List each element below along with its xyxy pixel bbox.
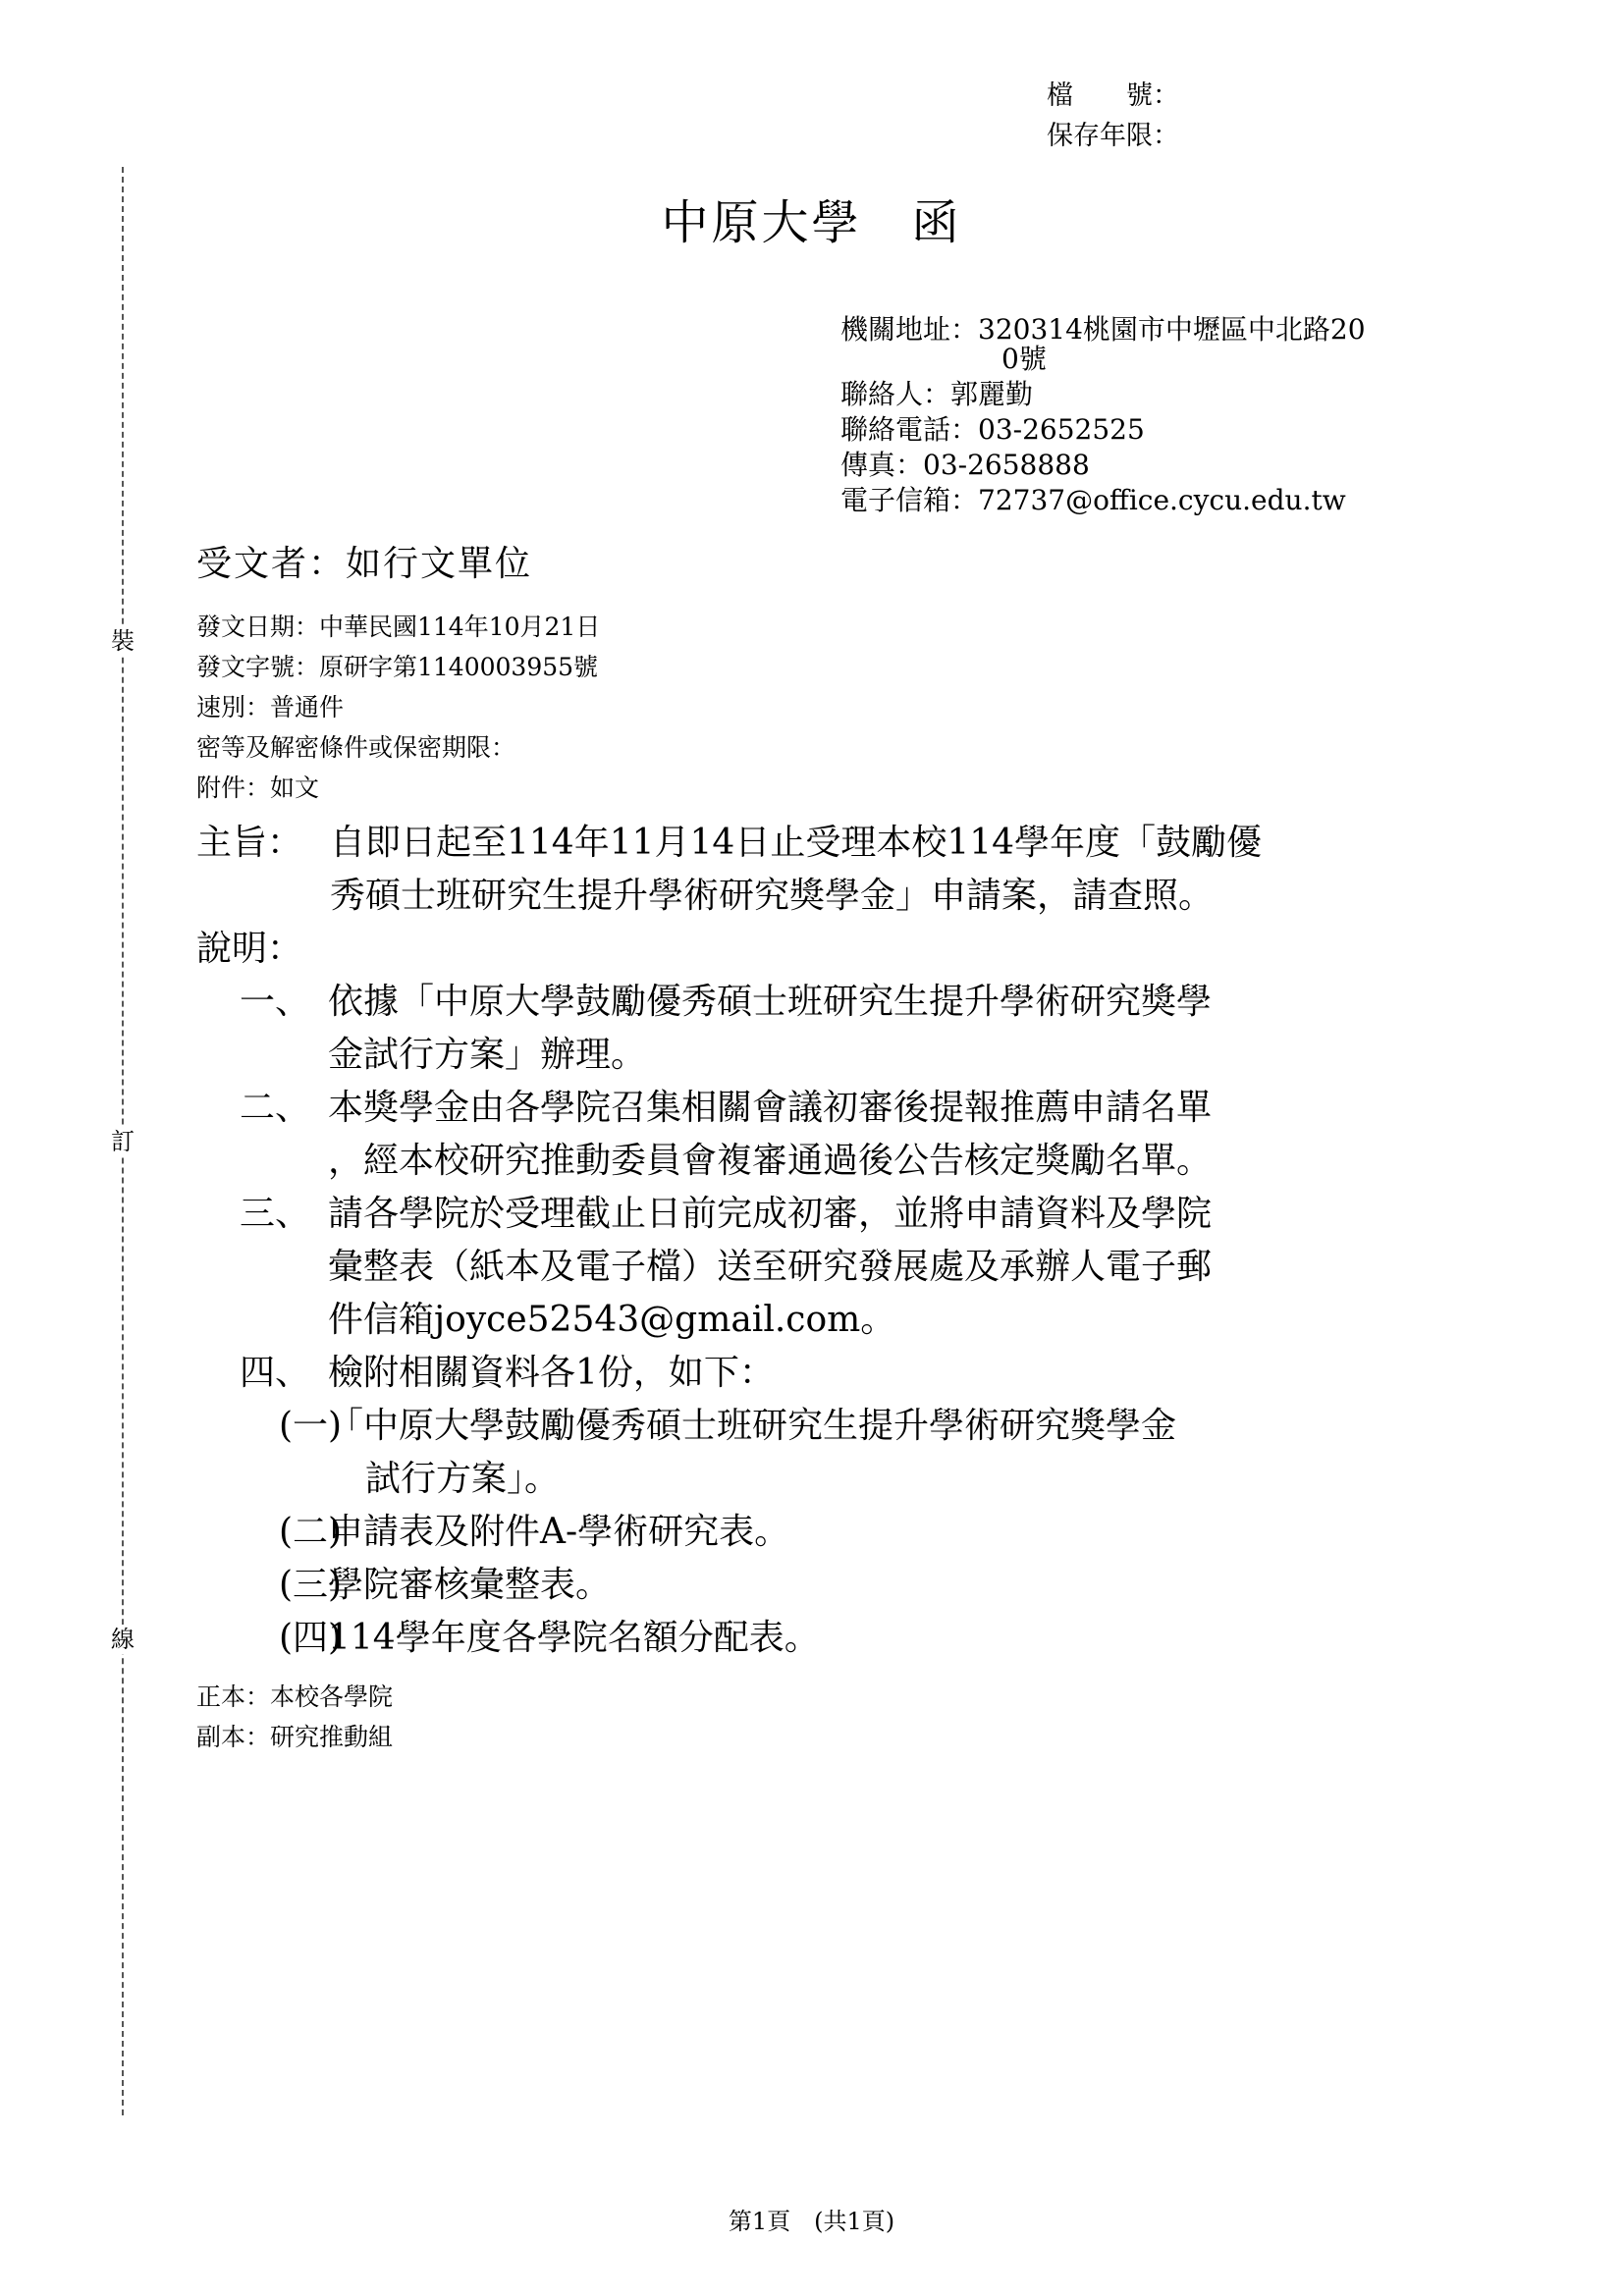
description-item-4	[196, 1347, 1453, 1400]
attachment-subitem-2	[196, 1506, 1453, 1559]
subitem-label: (四)	[279, 1618, 343, 1658]
retention-period-label: 保存年限：	[1047, 121, 1179, 151]
page-number-footer: 第1頁 (共1頁)	[728, 2208, 895, 2235]
distribution-copies	[196, 1677, 393, 1757]
document-body	[196, 817, 1453, 1665]
binding-char-ding: 訂	[111, 1128, 135, 1155]
contact-address: 機關地址：320314桃園市中壢區中北路20	[840, 313, 1366, 346]
contact-phone: 聯絡電話：03-2652525	[840, 413, 1145, 446]
subitem-label: (三)	[279, 1565, 343, 1605]
document-title: 中原大學 函	[661, 195, 962, 250]
description-label: 說明：	[196, 929, 303, 969]
attachment-subitem-3	[196, 1559, 1453, 1612]
contact-person: 聯絡人：郭麗勤	[840, 378, 1034, 410]
description-item-2	[196, 1082, 1453, 1188]
contact-email: 電子信箱：72737@office.cycu.edu.tw	[840, 484, 1346, 516]
item-line: 本獎學金由各學院召集相關會議初審後提報推薦申請名單	[328, 1088, 1213, 1128]
subitem-line: 試行方案」。	[365, 1459, 561, 1499]
item-line: ，經本校研究推動委員會複審通過後公告核定獎勵名單。	[328, 1141, 1213, 1181]
file-number-label: 檔 號：	[1047, 80, 1179, 111]
contact-block	[840, 312, 1366, 518]
delivery-speed: 速別：普通件	[196, 693, 345, 721]
item-label: 四、	[240, 1353, 311, 1393]
original-copy-recipient: 正本：本校各學院	[196, 1682, 394, 1711]
contact-fax: 傳真：03-2658888	[840, 449, 1090, 481]
document-meta	[196, 607, 600, 808]
item-line: 彙整表（紙本及電子檔）送至研究發展處及承辦人電子郵	[328, 1247, 1213, 1287]
binding-char-zhuang: 裝	[111, 627, 135, 655]
attachment: 附件：如文	[196, 774, 320, 802]
item-label: 一、	[240, 982, 311, 1022]
contact-address-continued: 0號	[1001, 343, 1047, 375]
secrecy-level: 密等及解密條件或保密期限：	[196, 733, 516, 762]
subject-line: 自即日起至114年11月14日止受理本校114學年度「鼓勵優	[330, 823, 1263, 863]
subject-section	[196, 817, 1453, 923]
binding-char-xian: 線	[111, 1626, 135, 1653]
subitem-line: 學院審核彙整表。	[328, 1565, 612, 1605]
item-line: 檢附相關資料各1份，如下：	[328, 1353, 775, 1393]
issue-date: 發文日期：中華民國114年10月21日	[196, 613, 601, 641]
duplicate-copy-recipient: 副本：研究推動組	[196, 1723, 394, 1751]
attachment-subitem-4	[196, 1612, 1453, 1665]
subject-line: 秀碩士班研究生提升學術研究獎學金」申請案，請查照。	[330, 876, 1215, 916]
subject-label: 主旨：	[196, 823, 303, 863]
description-item-1	[196, 976, 1453, 1082]
subitem-label: (二)	[279, 1512, 343, 1552]
item-line: 金試行方案」辦理。	[328, 1035, 647, 1075]
attachment-subitem-1	[196, 1400, 1453, 1506]
recipient: 受文者：如行文單位	[196, 544, 533, 584]
item-line: 件信箱joyce52543@gmail.com。	[328, 1300, 896, 1340]
description-item-3	[196, 1188, 1453, 1347]
item-label: 三、	[240, 1194, 311, 1234]
subitem-line: 申請表及附件A-學術研究表。	[328, 1512, 790, 1552]
subitem-line: 「中原大學鼓勵優秀碩士班研究生提升學術研究獎學金	[328, 1406, 1177, 1446]
item-line: 請各學院於受理截止日前完成初審，並將申請資料及學院	[328, 1194, 1213, 1234]
subitem-label: (一)	[279, 1406, 343, 1446]
subitem-line: 114學年度各學院名額分配表。	[328, 1618, 820, 1658]
document-number: 發文字號：原研字第1140003955號	[196, 653, 599, 681]
item-label: 二、	[240, 1088, 311, 1128]
item-line: 依據「中原大學鼓勵優秀碩士班研究生提升學術研究獎學	[328, 982, 1213, 1022]
